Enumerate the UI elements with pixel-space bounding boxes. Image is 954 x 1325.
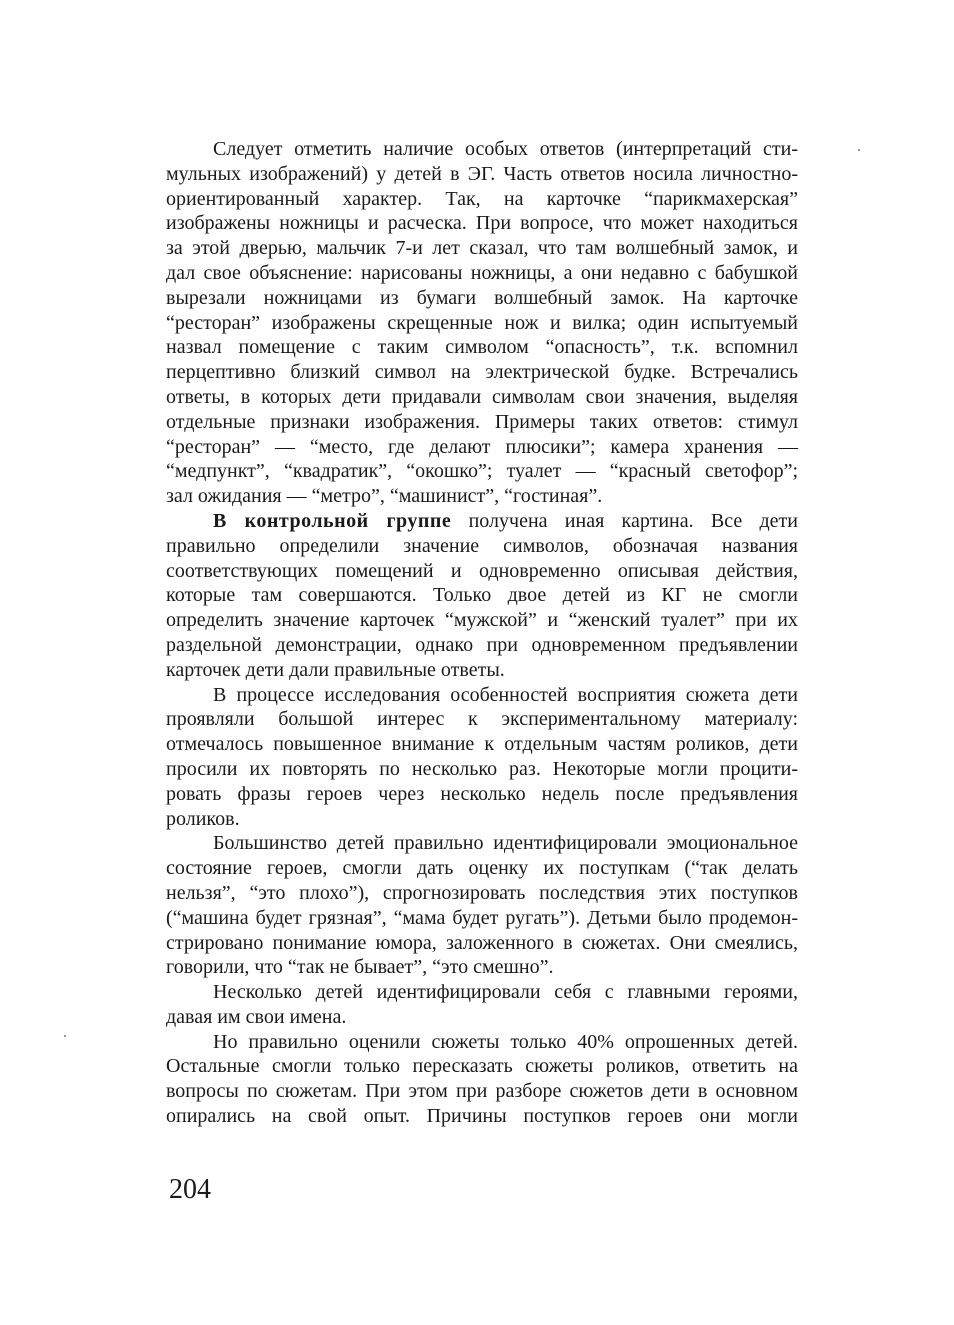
paragraph [166, 683, 798, 832]
paragraph [166, 831, 798, 980]
scan-speck [64, 1035, 66, 1037]
text-line [166, 509, 798, 534]
text-line: карточек дети дали правильные ответы. [166, 658, 505, 681]
page-number: 204 [169, 1174, 211, 1205]
text-line: ровать фразы героев через несколько недель после предъявления [166, 782, 798, 805]
text-line: соответствующих помещений и одновременно описывая действия, [166, 559, 798, 582]
text-line: В процессе исследования особенностей восприятия сюжета дети [213, 683, 798, 706]
paragraph [166, 1030, 798, 1129]
text-line: состояние героев, смогли дать оценку их поступкам (“так делать [166, 857, 798, 880]
text-line: Остальные смогли только пересказать сюжеты роликов, ответить на [166, 1055, 798, 1078]
text-line: которые там совершаются. Только двое детей из КГ не смогли [166, 584, 798, 607]
text-line: (“машина будет грязная”, “мама будет ругать”). Детьми было продемон- [166, 906, 798, 929]
text-line: нельзя”, “это плохо”), спрогнозировать последствия этих поступков [166, 881, 798, 904]
text-line: просили их повторять по несколько раз. Некоторые могли процити- [166, 757, 798, 780]
text-line: мульных изображений) у детей в ЭГ. Часть ответов носила личностно- [166, 162, 798, 185]
text-line: ориентированный характер. Так, на карточке “парикмахерская” [166, 187, 798, 210]
text-line: роликов. [166, 807, 240, 830]
text-line: “ресторан” изображены скрещенные нож и вилка; один испытуемый [166, 311, 798, 334]
scan-speck [858, 149, 860, 151]
paragraph [166, 509, 798, 683]
text-line: за этой дверью, мальчик 7-и лет сказал, что там волшебный замок, и [166, 237, 798, 260]
bold-lead: В контрольной группе [213, 509, 452, 532]
text-line: правильно определили значение символов, обозначая названия [166, 534, 798, 557]
text-line: “медпункт”, “квадратик”, “окошко”; туалет — “красный светофор”; [166, 460, 798, 483]
text-line: Следует отметить наличие особых ответов (интерпретаций сти- [213, 138, 798, 160]
text-line: вырезали ножницами из бумаги волшебный замок. На карточке [166, 286, 798, 309]
body-text [166, 137, 798, 1129]
text-line: Но правильно оценили сюжеты только 40% опрошенных детей. [213, 1030, 798, 1053]
text-line: вопросы по сюжетам. При этом при разборе сюжетов дети в основном [166, 1080, 798, 1103]
text-line: стрировано понимание юмора, заложенного в сюжетах. Они смеялись, [166, 931, 798, 954]
text-line-rest: получена иная картина. Все дети [451, 509, 798, 532]
text-line: зал ожидания — “метро”, “машинист”, “гостиная”. [166, 485, 603, 508]
text-line: назвал помещение с таким символом “опасность”, т.к. вспомнил [166, 336, 798, 359]
text-line: “ресторан” — “место, где делают плюсики”; камера хранения — [166, 435, 798, 458]
text-line: проявляли большой интерес к экспериментальному материалу: [166, 708, 798, 731]
text-line: изображены ножницы и расческа. При вопросе, что может находиться [166, 212, 798, 235]
text-line: Несколько детей идентифицировали себя с главными героями, [213, 981, 798, 1004]
text-line: перцептивно близкий символ на электрической будке. Встречались [166, 361, 798, 384]
text-line: ответы, в которых дети придавали символам свои значения, выделяя [166, 385, 798, 408]
text-line: отдельные признаки изображения. Примеры таких ответов: стимул [166, 410, 798, 433]
text-line: раздельной демонстрации, однако при одновременном предъявлении [166, 633, 798, 656]
text-line: давая им свои имена. [166, 1005, 347, 1028]
paragraph [166, 137, 798, 509]
text-line: Большинство детей правильно идентифицировали эмоциональное [213, 832, 798, 855]
text-line: дал свое объяснение: нарисованы ножницы, а они недавно с бабушкой [166, 261, 798, 284]
text-line: опирались на свой опыт. Причины поступков героев они могли [166, 1105, 798, 1128]
text-line: отмечалось повышенное внимание к отдельным частям роликов, дети [166, 733, 798, 756]
paragraph [166, 980, 798, 1030]
text-line: говорили, что “так не бывает”, “это смешно”. [166, 956, 554, 979]
text-line: определить значение карточек “мужской” и “женский туалет” при их [166, 609, 798, 632]
